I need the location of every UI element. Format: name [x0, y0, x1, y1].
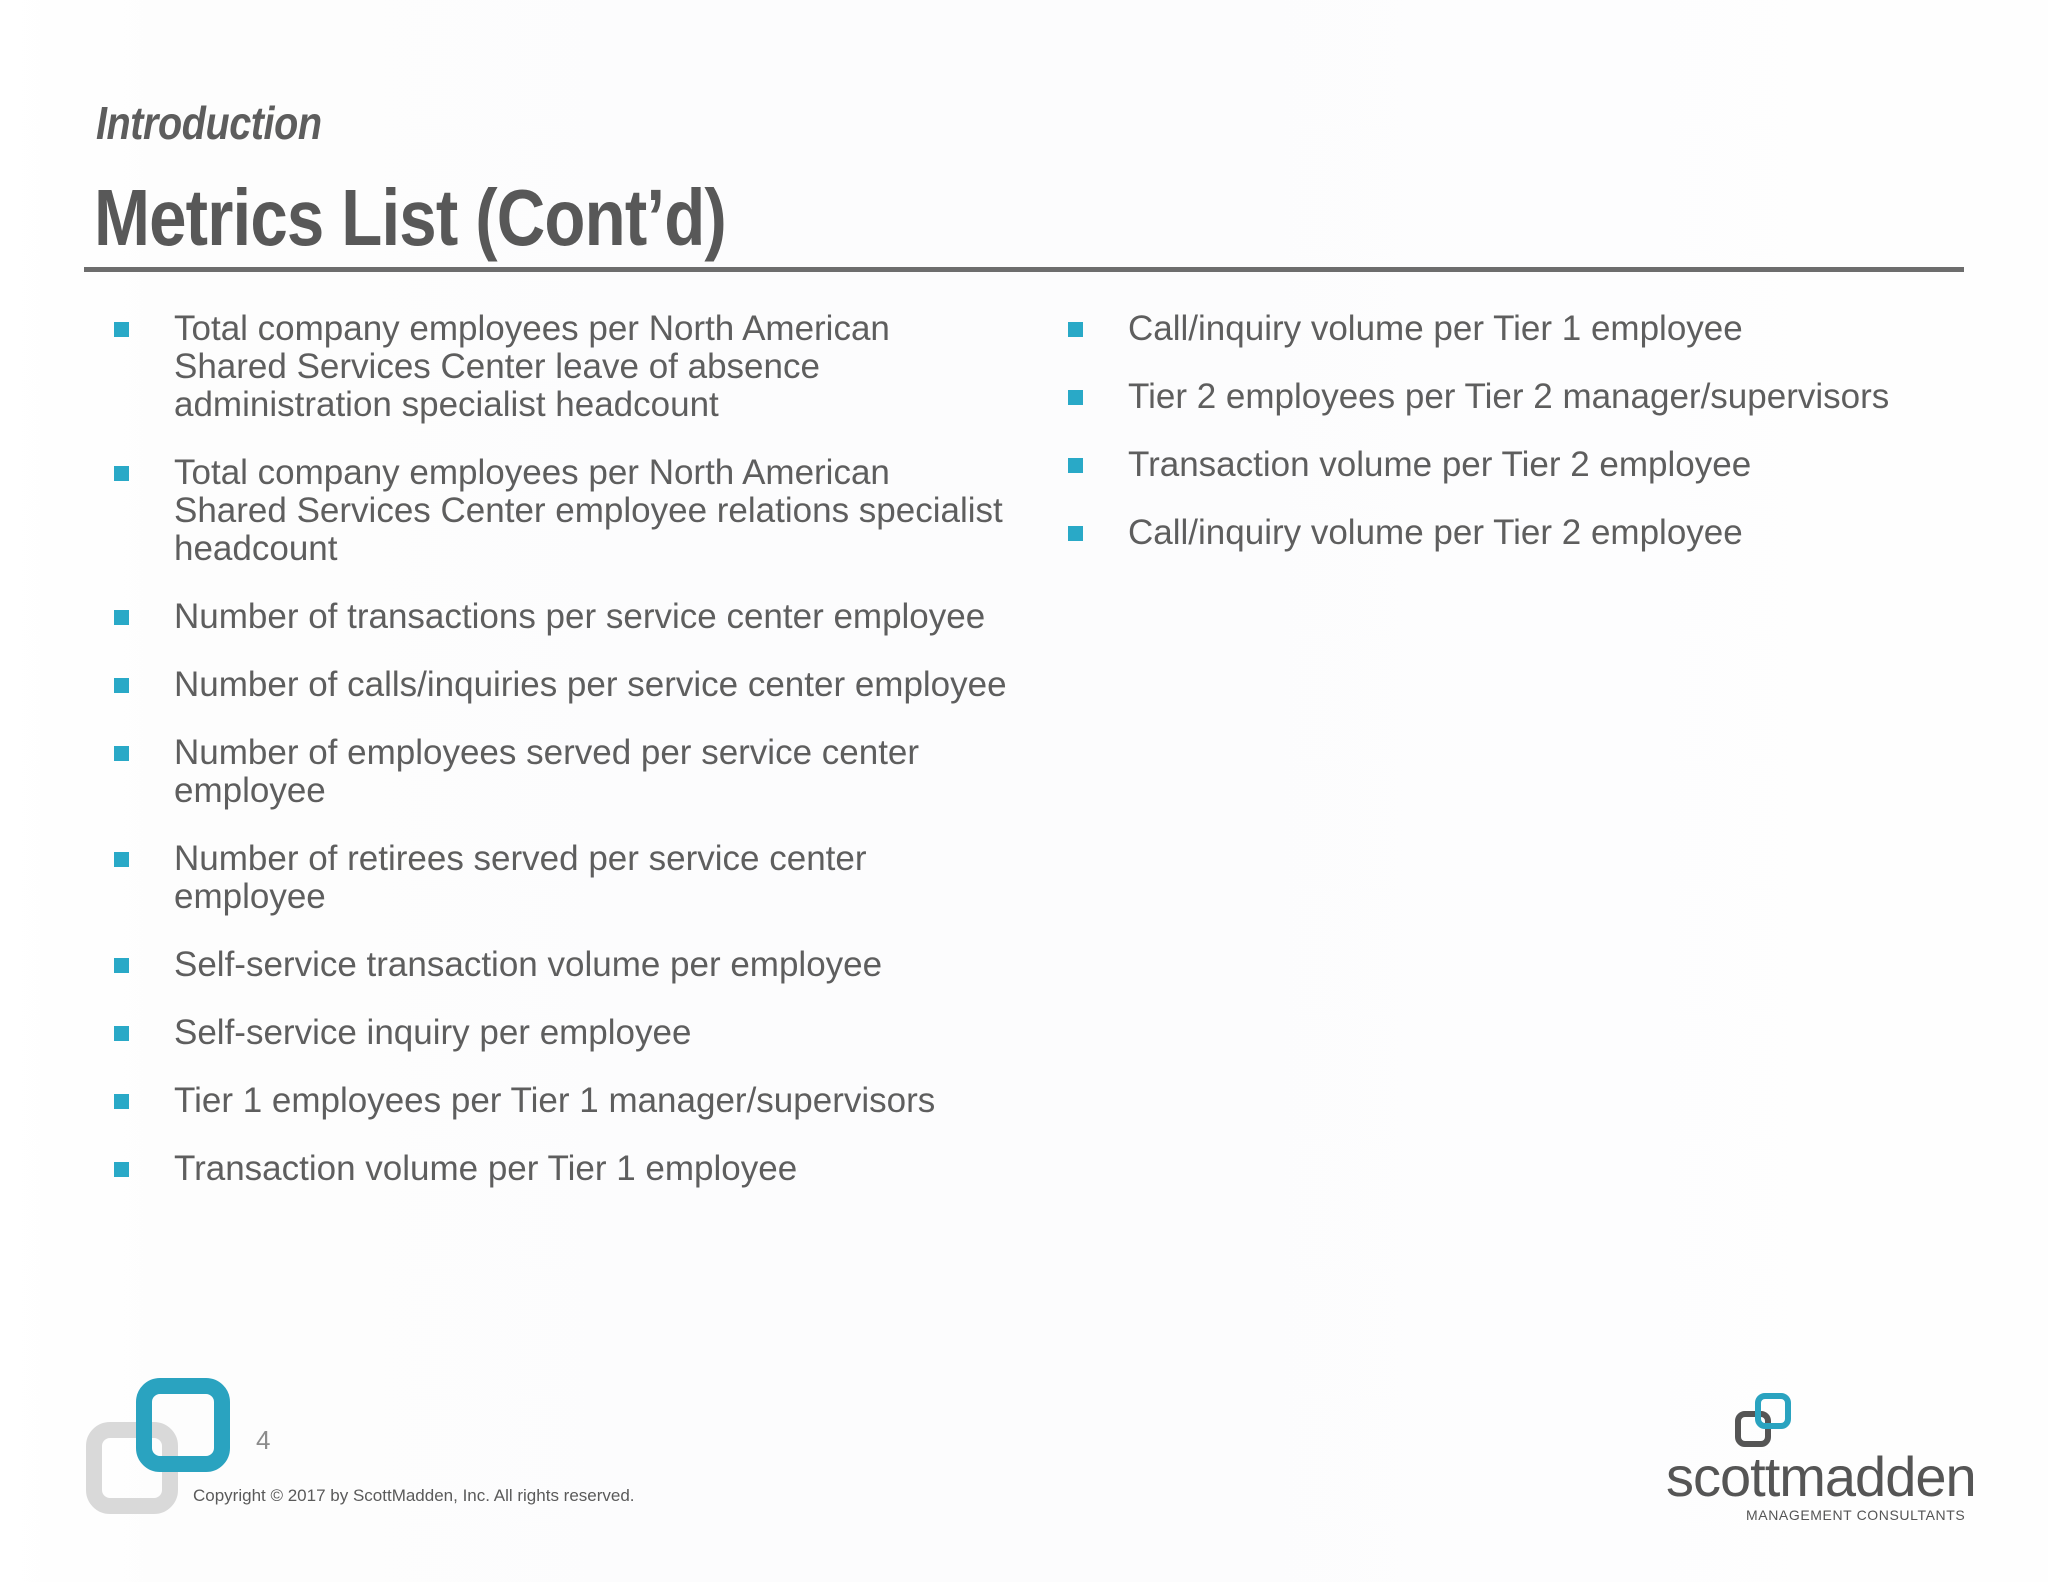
square-bullet-icon — [114, 1026, 129, 1041]
metric-text: Self-service inquiry per employee — [174, 1013, 692, 1052]
metric-item — [112, 840, 1012, 916]
metric-text: Number of calls/inquiries per service center employee — [174, 665, 1007, 704]
square-bullet-icon — [114, 610, 129, 625]
metric-text: Total company employees per North American Shared Services Center employee relations specialist headcount — [174, 453, 1003, 568]
square-bullet-icon — [1068, 322, 1083, 337]
metric-text: Number of retirees served per service center employee — [174, 839, 867, 916]
metric-text: Transaction volume per Tier 1 employee — [174, 1149, 798, 1188]
square-bullet-icon — [1068, 390, 1083, 405]
metric-item — [112, 1082, 1012, 1120]
copyright-notice: Copyright © 2017 by ScottMadden, Inc. All rights reserved. — [193, 1486, 635, 1505]
metric-text: Tier 1 employees per Tier 1 manager/supervisors — [174, 1081, 936, 1120]
metric-item — [112, 598, 1012, 636]
title-divider — [84, 267, 1964, 272]
page-number: 4 — [256, 1425, 271, 1455]
square-bullet-icon — [114, 958, 129, 973]
metric-text: Total company employees per North American Shared Services Center leave of absence administration specialist headcount — [174, 309, 890, 424]
metric-item — [1066, 310, 1966, 348]
metric-item — [1066, 378, 1966, 416]
metric-item — [112, 310, 1012, 424]
metric-item — [112, 1150, 1012, 1188]
square-bullet-icon — [114, 1162, 129, 1177]
square-bullet-icon — [114, 852, 129, 867]
metric-item — [112, 946, 1012, 984]
square-bullet-icon — [114, 466, 129, 481]
square-bullet-icon — [114, 322, 129, 337]
metric-text: Transaction volume per Tier 2 employee — [1128, 445, 1752, 484]
brand-name: scottmadden — [1666, 1445, 1976, 1508]
metric-text: Call/inquiry volume per Tier 1 employee — [1128, 309, 1743, 348]
metrics-list-right — [1066, 310, 1966, 582]
metrics-list-left — [112, 310, 1012, 1218]
metric-text: Tier 2 employees per Tier 2 manager/supervisors — [1128, 377, 1890, 416]
square-bullet-icon — [114, 678, 129, 693]
metric-item — [112, 666, 1012, 704]
square-bullet-icon — [1068, 458, 1083, 473]
metric-item — [112, 454, 1012, 568]
square-bullet-icon — [114, 746, 129, 761]
square-bullet-icon — [114, 1094, 129, 1109]
metric-text: Number of transactions per service center employee — [174, 597, 986, 636]
metric-item — [1066, 514, 1966, 552]
metric-item — [112, 734, 1012, 810]
brand-tagline: MANAGEMENT CONSULTANTS — [1746, 1507, 1966, 1523]
page-title: Metrics List (Cont’d) — [94, 173, 726, 262]
metric-text: Number of employees served per service center employee — [174, 733, 920, 810]
metric-item — [1066, 446, 1966, 484]
square-bullet-icon — [1068, 526, 1083, 541]
brand-logo — [1660, 1390, 1976, 1523]
metric-text: Self-service transaction volume per employee — [174, 945, 883, 984]
section-label: Introduction — [96, 97, 322, 149]
metric-item — [112, 1014, 1012, 1052]
metric-text: Call/inquiry volume per Tier 2 employee — [1128, 513, 1743, 552]
